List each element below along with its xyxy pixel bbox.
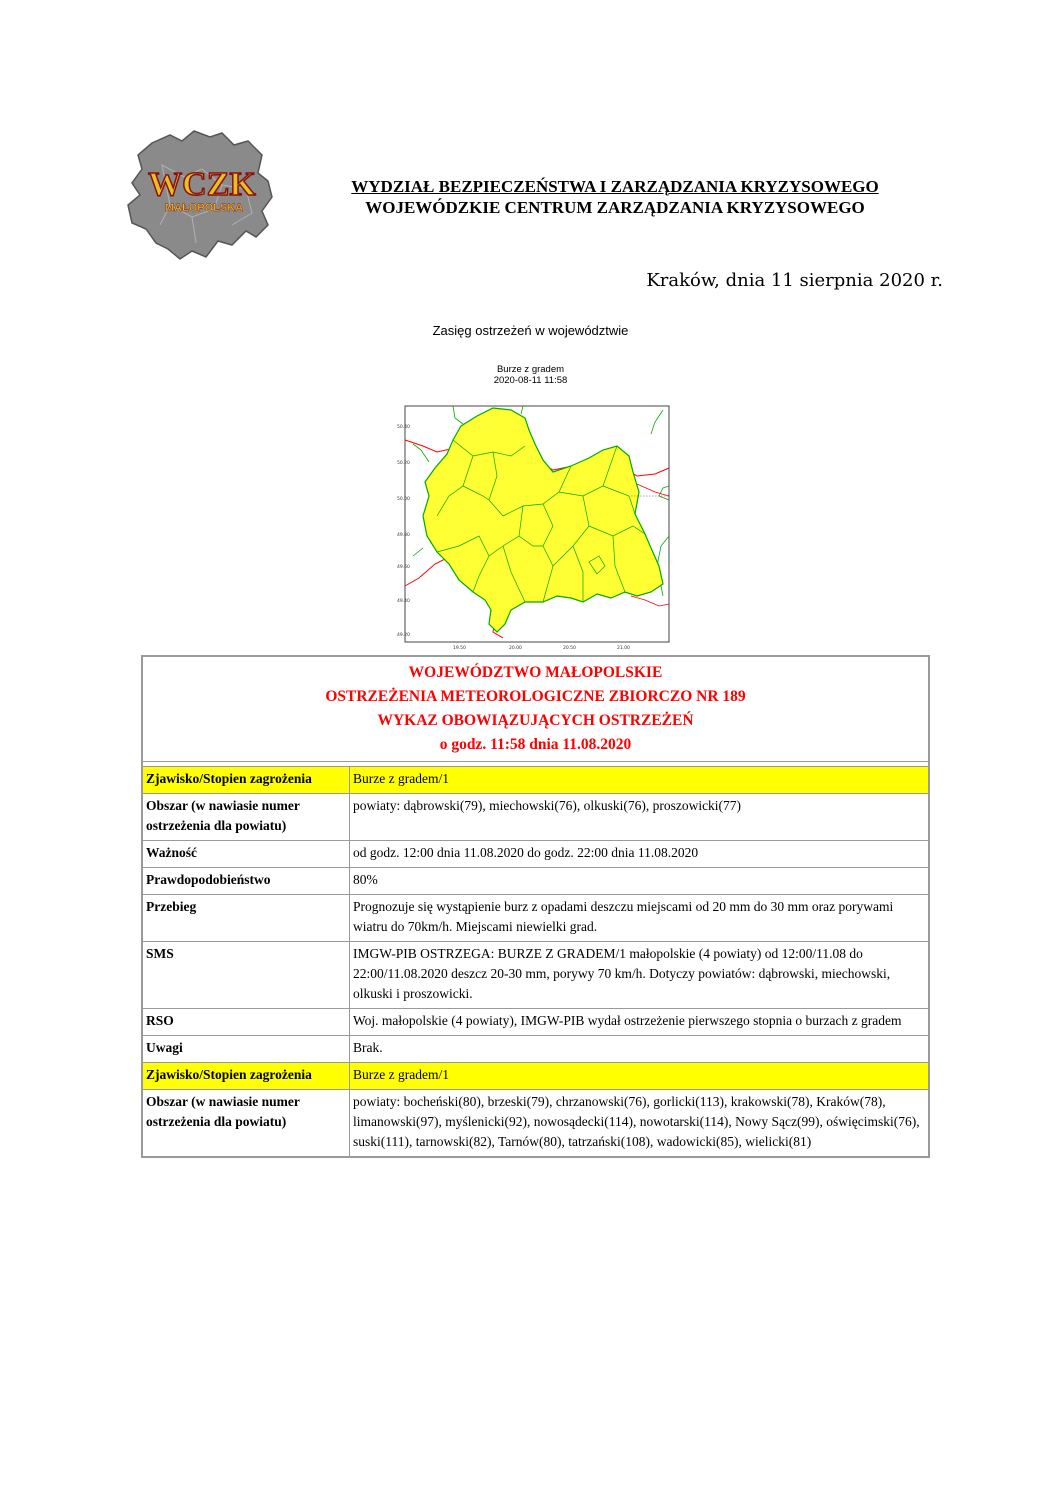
row-value: Woj. małopolskie (4 powiaty), IMGW-PIB wydał ostrzeżenie pierwszego stopnia o burzach z gradem: [353, 1013, 902, 1028]
svg-text:MAŁOPOLSKA: MAŁOPOLSKA: [164, 202, 244, 214]
department-name: WYDZIAŁ BEZPIECZEŃSTWA I ZARZĄDZANIA KRYZYSOWEGO: [351, 177, 879, 196]
table-row: [143, 793, 928, 840]
svg-text:49.80: 49.80: [397, 533, 410, 538]
row-label: Zjawisko/Stopien zagrożenia: [143, 767, 350, 793]
row-value: od godz. 12:00 dnia 11.08.2020 do godz. 22:00 dnia 11.08.2020: [353, 845, 699, 860]
table-header-line: WOJEWÓDZTWO MAŁOPOLSKIE: [408, 664, 663, 681]
wczk-logo: [122, 125, 280, 265]
table-row: [143, 1008, 928, 1035]
table-header-line: OSTRZEŻENIA METEOROLOGICZNE ZBIORCZO NR 189: [325, 688, 746, 705]
row-value: powiaty: dąbrowski(79), miechowski(76), olkuski(76), proszowicki(77): [353, 798, 742, 813]
svg-text:WCZK: WCZK: [148, 166, 256, 203]
table-header-line: WYKAZ OBOWIĄZUJĄCYCH OSTRZEŻEŃ: [377, 712, 694, 729]
row-value: Brak.: [353, 1040, 383, 1055]
map-title: Zasięg ostrzeżeń w województwie: [432, 323, 629, 338]
table-row: [143, 1062, 928, 1089]
row-value: powiaty: bocheński(80), brzeski(79), chrzanowski(76), gorlicki(113), krakowski(78), Kraków(78), limanowski(97), myślenicki(92), nowosądecki(114), nowotarski(114), Nowy Sącz(99), oświęcimski(76), suski(111), tarnowski(82), Tarnów(80), tatrzański(108), wadowicki(85), wielicki(81): [353, 1094, 920, 1149]
row-label: Obszar (w nawiasie numer ostrzeżenia dla powiatu): [143, 794, 350, 840]
svg-text:20.50: 20.50: [563, 646, 576, 651]
svg-text:20.00: 20.00: [509, 646, 522, 651]
svg-text:21.00: 21.00: [617, 646, 630, 651]
svg-text:49.40: 49.40: [397, 599, 410, 604]
table-row: [143, 867, 928, 894]
map-timestamp: 2020-08-11 11:58: [493, 375, 568, 386]
warnings-table: [141, 655, 930, 1158]
table-row: [143, 840, 928, 867]
row-value: Prognozuje się wystąpienie burz z opadami deszczu miejscami od 20 mm do 30 mm oraz porywami wiatru do 70km/h. Miejscami niewielki grad.: [353, 899, 894, 934]
row-value: 80%: [353, 872, 378, 887]
table-row: [143, 766, 928, 793]
row-label: Obszar (w nawiasie numer ostrzeżenia dla powiatu): [143, 1090, 350, 1156]
row-label: Przebieg: [143, 895, 350, 941]
table-row: [143, 894, 928, 941]
row-label: Ważność: [143, 841, 350, 867]
row-value: Burze z gradem/1: [350, 1063, 928, 1089]
svg-text:50.40: 50.40: [397, 425, 410, 430]
map-subtitle: Burze z gradem: [496, 364, 565, 375]
table-row: [143, 1089, 928, 1156]
row-label: RSO: [143, 1009, 350, 1035]
institution-header: [282, 176, 948, 218]
row-value: Burze z gradem/1: [350, 767, 928, 793]
svg-text:19.50: 19.50: [453, 646, 466, 651]
row-label: SMS: [143, 942, 350, 1008]
table-row: [143, 941, 928, 1008]
table-row: [143, 1035, 928, 1062]
warning-map: [393, 396, 675, 652]
svg-text:49.20: 49.20: [397, 633, 410, 638]
place-date: Kraków, dnia 11 sierpnia 2020 r.: [646, 270, 943, 291]
svg-text:50.00: 50.00: [397, 497, 410, 502]
row-value: IMGW-PIB OSTRZEGA: BURZE Z GRADEM/1 małopolskie (4 powiaty) od 12:00/11.08 do 22:00/11.08.2020 deszcz 20-30 mm, porywy 70 km/h. Dotyczy powiatów: dąbrowski, miechowski, olkuski i proszowicki.: [353, 946, 891, 1001]
center-name: WOJEWÓDZKIE CENTRUM ZARZĄDZANIA KRYZYSOWEGO: [365, 198, 865, 217]
row-label: Uwagi: [143, 1036, 350, 1062]
table-header: [143, 657, 928, 762]
table-header-line: o godz. 11:58 dnia 11.08.2020: [439, 736, 632, 753]
row-label: Zjawisko/Stopien zagrożenia: [143, 1063, 350, 1089]
svg-text:49.60: 49.60: [397, 565, 410, 570]
svg-text:50.20: 50.20: [397, 461, 410, 466]
map-subtitle-block: [0, 364, 1061, 386]
row-label: Prawdopodobieństwo: [143, 868, 350, 894]
